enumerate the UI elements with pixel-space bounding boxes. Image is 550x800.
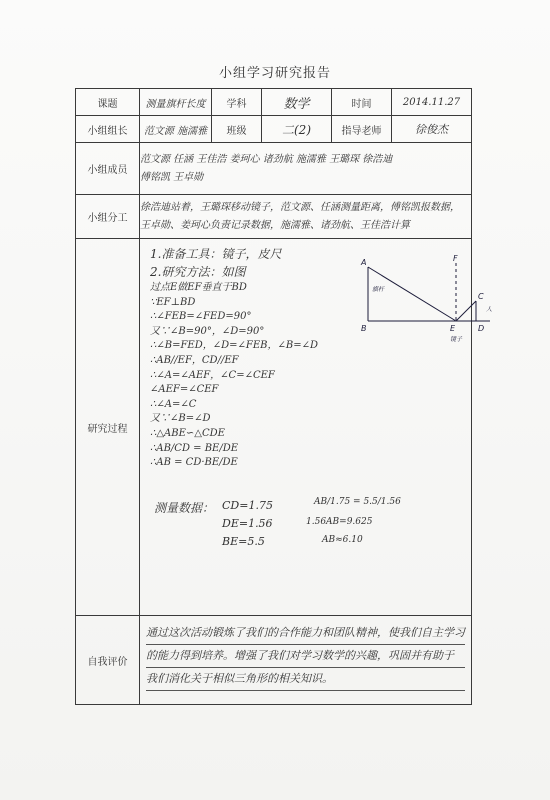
label-c: C: [478, 292, 484, 301]
division-line: 王卓勋、姜珂心负责记录数据，施濡雅、诸劲航、王佳浩计算: [140, 219, 410, 231]
topic-label: 课题: [76, 89, 140, 116]
evaluation-label: 自我评价: [76, 616, 140, 705]
process-content: [140, 239, 493, 616]
members-line: 傅铭凯 王卓勋: [140, 171, 204, 183]
label-pole: 旗杆: [372, 286, 385, 293]
subject-label: 学科: [212, 89, 262, 116]
members-value: [140, 143, 472, 195]
step-line: ∴AB/CD = BE/DE: [150, 442, 239, 454]
incident-ray: [368, 267, 456, 321]
process-label: 研究过程: [76, 239, 140, 616]
time-label: 时间: [332, 89, 392, 116]
subject-value: 数学: [262, 89, 332, 116]
division-line: 徐浩迪站着，王璐琛移动镜子，范文源、任涵测量距离，傅铭凯报数据，: [140, 201, 460, 213]
teacher-value: 徐俊杰: [392, 116, 472, 143]
step-line: ∠AEF=∠CEF: [150, 384, 219, 396]
step-line: ∴∠FEB=∠FED=90°: [150, 311, 252, 323]
step-line: 又∵∠B=90°，∠D=90°: [150, 325, 265, 337]
evaluation-line: 的能力得到培养。增强了我们对学习数学的兴趣，巩固并有助于: [146, 645, 465, 668]
evaluation-line: 我们消化关于相似三角形的相关知识。: [146, 668, 465, 691]
label-person: 人: [486, 306, 493, 313]
label-f: F: [453, 254, 458, 263]
class-value: 二(2): [262, 116, 332, 143]
members-line: 范文源 任涵 王佳浩 姜珂心 诸劲航 施濡雅 王璐琛 徐浩迪: [140, 153, 393, 165]
label-d: D: [478, 324, 485, 333]
measure-cd: CD=1.75: [222, 499, 273, 512]
step-line: 又∵∠B=∠D: [150, 413, 211, 425]
row-division: [76, 195, 472, 239]
evaluation-line: 通过这次活动锻炼了我们的合作能力和团队精神，使我们自主学习: [146, 622, 465, 645]
teacher-label: 指导老师: [332, 116, 392, 143]
step-line: 过点E做EF垂直于BD: [150, 282, 247, 293]
report-form: [75, 88, 493, 705]
step-line: ∴△ABE∽△CDE: [150, 427, 225, 439]
leader-label: 小组组长: [76, 116, 140, 143]
reflected-ray: [456, 301, 476, 321]
measure-be: BE=5.5: [222, 535, 265, 548]
label-a: A: [361, 258, 367, 267]
division-label: 小组分工: [76, 195, 140, 239]
division-value: [140, 195, 472, 239]
label-e: E: [450, 324, 456, 333]
calc-line: AB/1.75 = 5.5/1.56: [314, 497, 401, 507]
process-steps: [150, 245, 330, 471]
measurement-block: [154, 499, 454, 569]
step-line: ∴AB//EF，CD//EF: [150, 354, 239, 366]
calc-line: AB≈6.10: [322, 535, 363, 545]
topic-value: 测量旗杆长度: [140, 89, 212, 116]
leader-value: 范文源 施濡雅: [140, 116, 212, 143]
label-b: B: [361, 324, 367, 333]
label-mirror: 镜子: [450, 336, 463, 343]
measure-de: DE=1.56: [222, 517, 273, 530]
row-members: [76, 143, 472, 195]
evaluation-value: [140, 616, 472, 705]
time-value: 2014.11.27: [392, 89, 472, 116]
step-line: ∴∠A=∠AEF，∠C=∠CEF: [150, 369, 275, 381]
step-line: ∴∠B=FED，∠D=∠FEB，∠B=∠D: [150, 340, 318, 352]
class-label: 班级: [212, 116, 262, 143]
row-evaluation: [76, 616, 472, 705]
step-line: ∴AB = CD·BE/DE: [150, 457, 238, 469]
row-process: [76, 239, 472, 616]
calc-line: 1.56AB=9.625: [306, 517, 373, 527]
row-leader: [76, 116, 472, 143]
step-line: ∵EF⊥BD: [150, 296, 196, 308]
row-topic: [76, 89, 472, 116]
measure-title: 测量数据：: [154, 501, 215, 515]
step-line: 2.研究方法：如图: [150, 265, 246, 279]
step-line: ∴∠A=∠C: [150, 398, 197, 410]
step-line: 1.准备工具：镜子，皮尺: [150, 247, 282, 261]
evaluation-text: [140, 622, 471, 691]
members-label: 小组成员: [76, 143, 140, 195]
page-title: 小组学习研究报告: [218, 66, 331, 81]
similar-triangles-diagram: [358, 249, 498, 349]
